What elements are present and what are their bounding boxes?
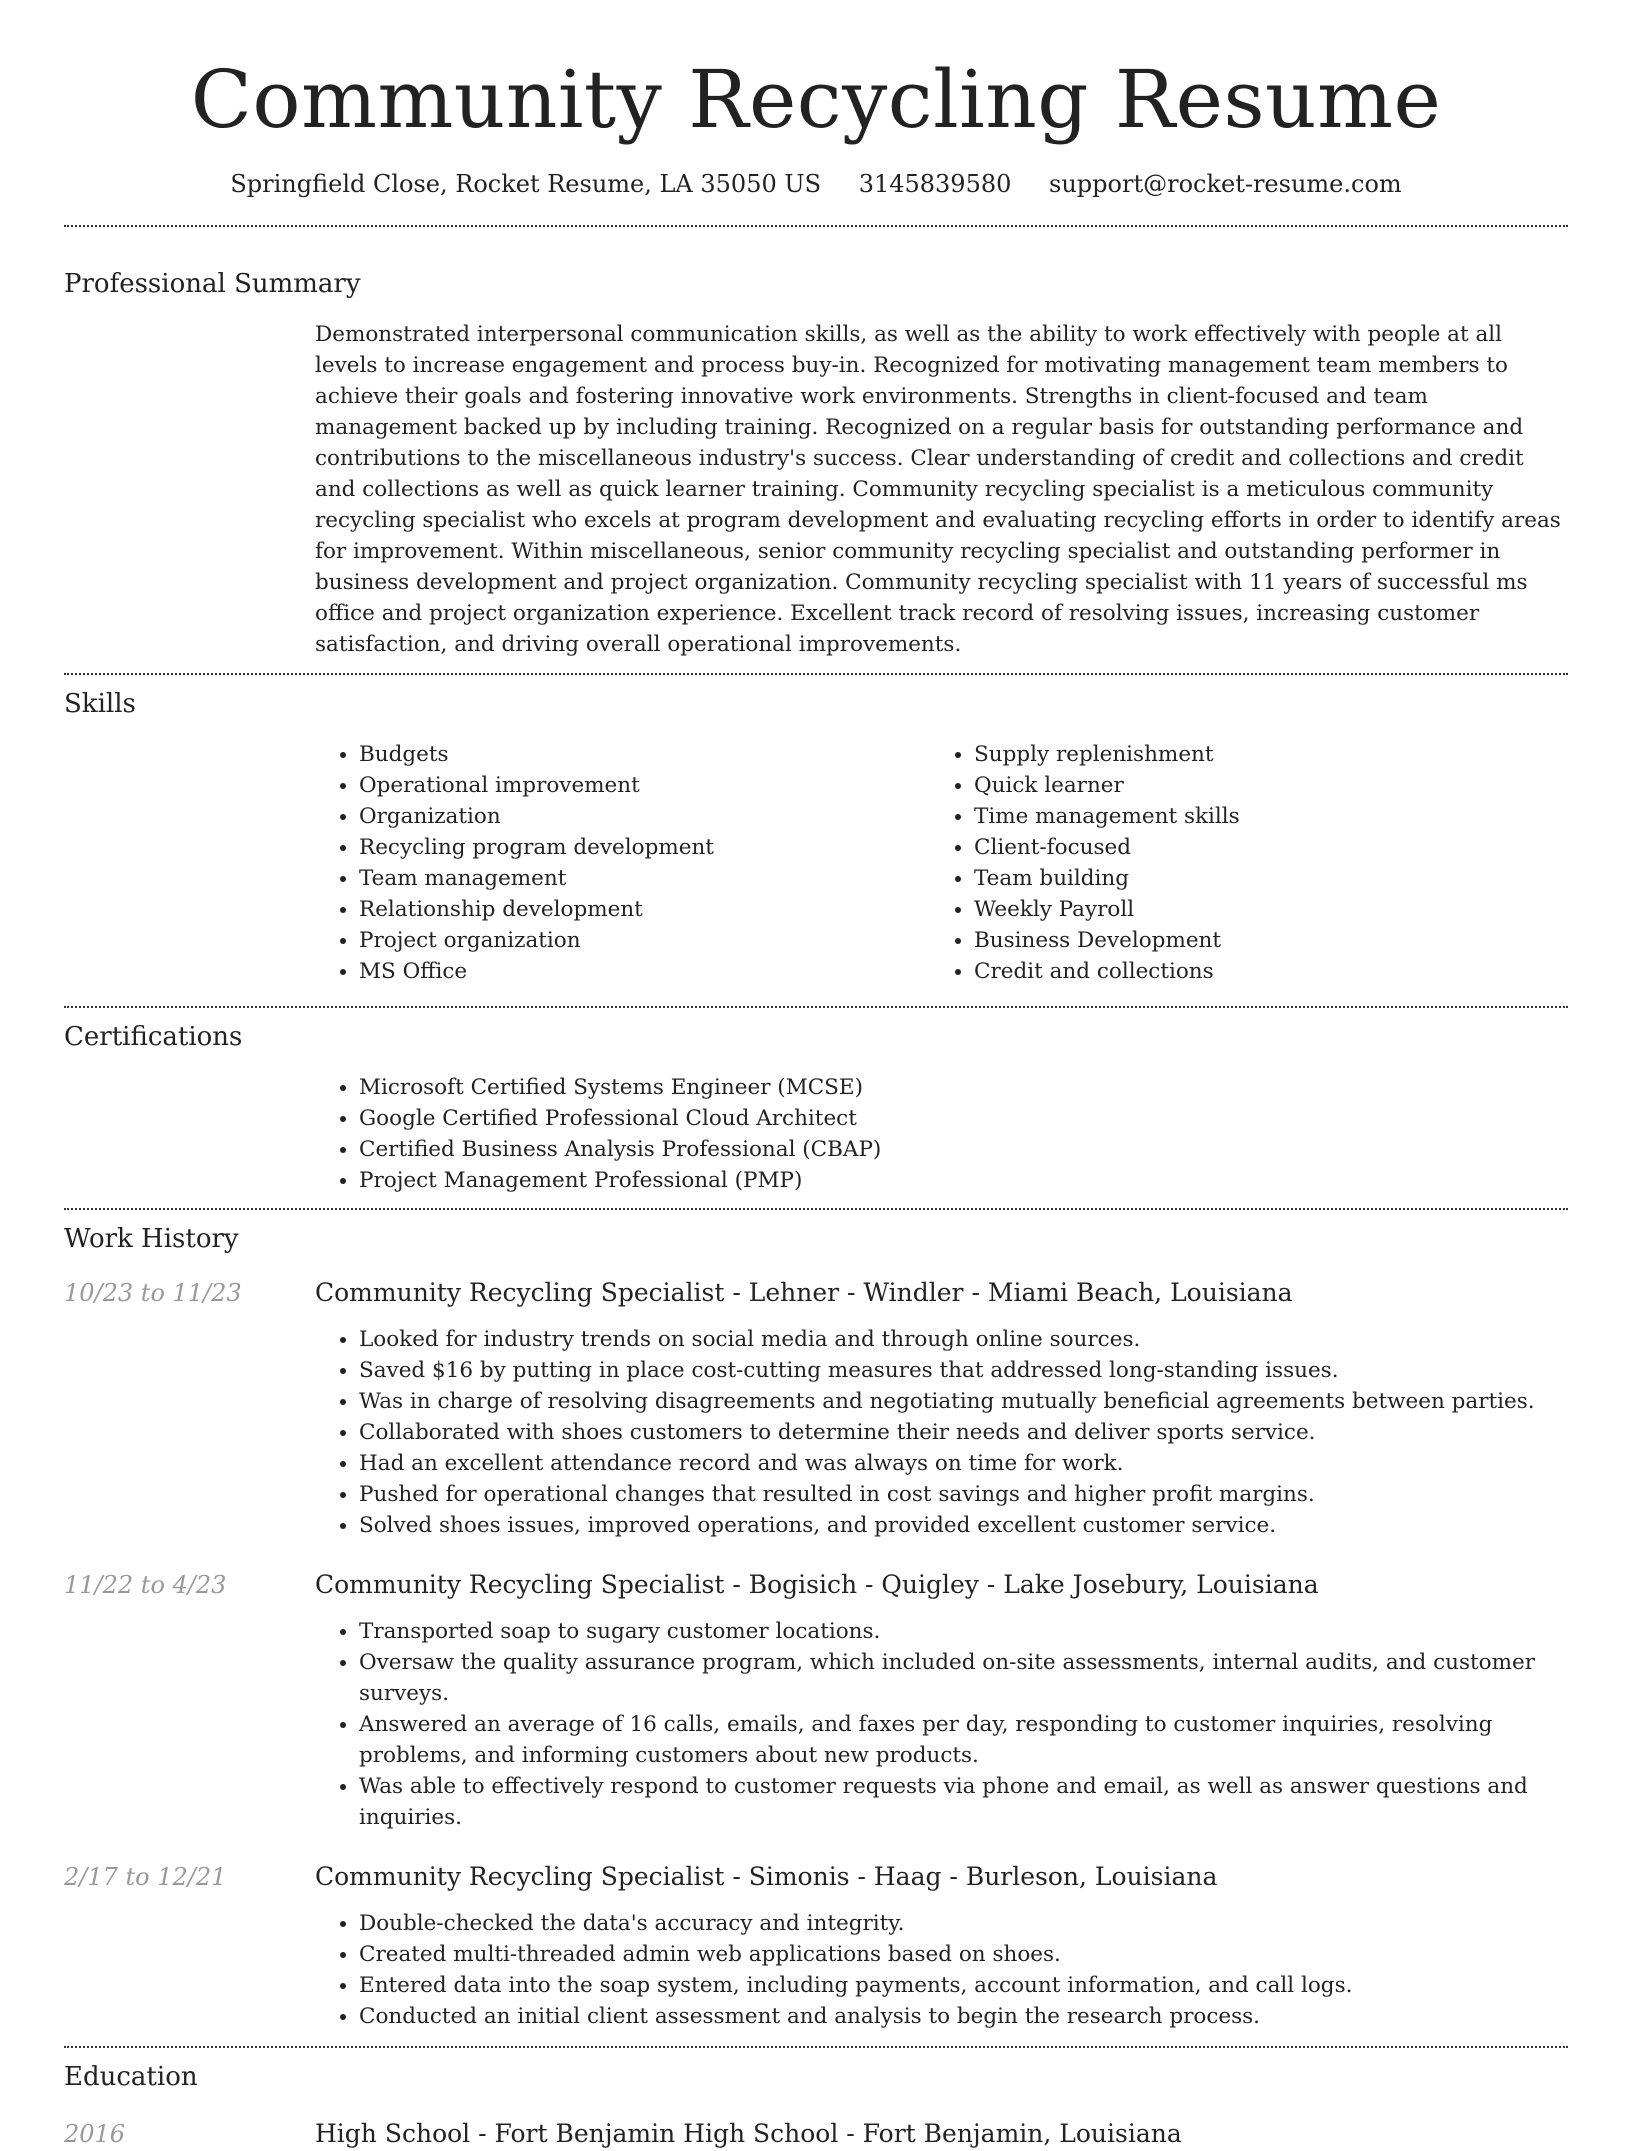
job-bullet: • Entered data into the soap system, including payments, account information, and call logs. [359, 1970, 1568, 2001]
skills-list-right [930, 739, 1545, 987]
contact-address: Springfield Close, Rocket Resume, LA 35050 US [230, 170, 822, 198]
skill-item: • Supply replenishment [974, 739, 1545, 770]
job-body [315, 1860, 1568, 2046]
certification-item: • Microsoft Certified Systems Engineer (MCSE) [359, 1072, 1568, 1103]
education-heading: Education [64, 2062, 198, 2092]
education-entry [64, 2117, 1568, 2151]
certifications-body [315, 1072, 1568, 1208]
job-title: Community Recycling Specialist - Simonis - Haag - Burleson, Louisiana [315, 1862, 1218, 1891]
job-bullet: • Was able to effectively respond to customer requests via phone and email, as well as answer questions and inquiries. [359, 1771, 1568, 1833]
job-bullet: • Had an excellent attendance record and was always on time for work. [359, 1448, 1568, 1479]
skill-item: • Weekly Payroll [974, 894, 1545, 925]
education-title: High School - Fort Benjamin High School - Fort Benjamin, Louisiana [315, 2119, 1182, 2148]
skills-columns [315, 739, 1568, 1006]
certification-item: • Google Certified Professional Cloud Architect [359, 1103, 1568, 1134]
work-history-section [64, 1210, 1568, 2046]
certifications-list [315, 1072, 1568, 1196]
job-body [315, 1568, 1568, 1833]
job-bullet: • Pushed for operational changes that resulted in cost savings and higher profit margins. [359, 1479, 1568, 1510]
job-body [315, 1276, 1568, 1541]
certification-item: • Project Management Professional (PMP) [359, 1165, 1568, 1196]
job-bullet: • Was in charge of resolving disagreements and negotiating mutually beneficial agreements between parties. [359, 1386, 1568, 1417]
skill-item: • Team management [359, 863, 930, 894]
education-date: 2016 [64, 2120, 126, 2148]
skill-item: • Budgets [359, 739, 930, 770]
job-bullet: • Solved shoes issues, improved operations, and provided excellent customer service. [359, 1510, 1568, 1541]
job-title: Community Recycling Specialist - Lehner - Windler - Miami Beach, Louisiana [315, 1278, 1293, 1307]
job-entry [64, 1568, 1568, 1833]
skill-item: • Credit and collections [974, 956, 1545, 987]
certifications-section [64, 1008, 1568, 1208]
job-title: Community Recycling Specialist - Bogisich - Quigley - Lake Josebury, Louisiana [315, 1570, 1319, 1599]
skill-item: • Business Development [974, 925, 1545, 956]
skill-item: • Recycling program development [359, 832, 930, 863]
skill-item: • Relationship development [359, 894, 930, 925]
job-entry [64, 1860, 1568, 2046]
work-history-heading: Work History [64, 1224, 239, 1254]
job-bullet: • Answered an average of 16 calls, emails, and faxes per day, responding to customer inquiries, resolving problems, and informing customers about new products. [359, 1709, 1568, 1771]
job-bullet: • Collaborated with shoes customers to determine their needs and deliver sports service. [359, 1417, 1568, 1448]
skills-column-right [930, 739, 1545, 987]
skills-list-left [315, 739, 930, 987]
job-date: 2/17 to 12/21 [64, 1863, 227, 1891]
skill-item: • Organization [359, 801, 930, 832]
job-entry [64, 1276, 1568, 1541]
contact-line [64, 168, 1568, 200]
job-bullets [315, 1908, 1568, 2046]
job-bullet: • Created multi-threaded admin web applications based on shoes. [359, 1939, 1568, 1970]
skill-item: • MS Office [359, 956, 930, 987]
skill-item: • Project organization [359, 925, 930, 956]
skill-item: • Client-focused [974, 832, 1545, 863]
job-bullet: • Oversaw the quality assurance program, which included on-site assessments, internal audits, and customer surveys. [359, 1647, 1568, 1709]
contact-email: support@rocket-resume.com [1049, 170, 1402, 198]
job-bullet: • Conducted an initial client assessment and analysis to begin the research process. [359, 2001, 1568, 2032]
summary-section [64, 227, 1568, 673]
summary-heading: Professional Summary [64, 269, 361, 299]
job-bullet: • Double-checked the data's accuracy and integrity. [359, 1908, 1568, 1939]
skill-item: • Team building [974, 863, 1545, 894]
job-bullet: • Saved $16 by putting in place cost-cutting measures that addressed long-standing issues. [359, 1355, 1568, 1386]
job-date: 11/22 to 4/23 [64, 1571, 227, 1599]
summary-text: Demonstrated interpersonal communication skills, as well as the ability to work effectively with people at all levels to increase engagement and process buy-in. Recognized for motivating management team members to achieve their goals and fostering innovative work environments. Strengths in client-focused and team management backed up by including training. Recognized on a regular basis for outstanding performance and contributions to the miscellaneous industry's success. Clear understanding of credit and collections and credit and collections as well as quick learner training. Community recycling specialist is a meticulous community recycling specialist who excels at program development and evaluating recycling efforts in order to identify areas for improvement. Within miscellaneous, senior community recycling specialist and outstanding performer in business development and project organization. Community recycling specialist with 11 years of successful ms office and project organization experience. Excellent track record of resolving issues, increasing customer satisfaction, and driving overall operational improvements. [315, 322, 1561, 657]
contact-phone: 3145839580 [858, 170, 1012, 198]
summary-body [315, 319, 1568, 673]
job-bullets [315, 1324, 1568, 1541]
certifications-heading: Certifications [64, 1022, 243, 1052]
skill-item: • Quick learner [974, 770, 1545, 801]
skills-heading: Skills [64, 689, 136, 719]
resume-title: Community Recycling Resume [190, 53, 1442, 146]
skills-column-left [315, 739, 930, 987]
skill-item: • Operational improvement [359, 770, 930, 801]
skills-section [64, 675, 1568, 1006]
education-section [64, 2048, 1568, 2151]
job-date: 10/23 to 11/23 [64, 1279, 242, 1307]
job-bullet: • Looked for industry trends on social media and through online sources. [359, 1324, 1568, 1355]
education-body [315, 2117, 1568, 2151]
certification-item: • Certified Business Analysis Professional (CBAP) [359, 1134, 1568, 1165]
skill-item: • Time management skills [974, 801, 1545, 832]
job-bullet: • Transported soap to sugary customer locations. [359, 1616, 1568, 1647]
job-bullets [315, 1616, 1568, 1833]
